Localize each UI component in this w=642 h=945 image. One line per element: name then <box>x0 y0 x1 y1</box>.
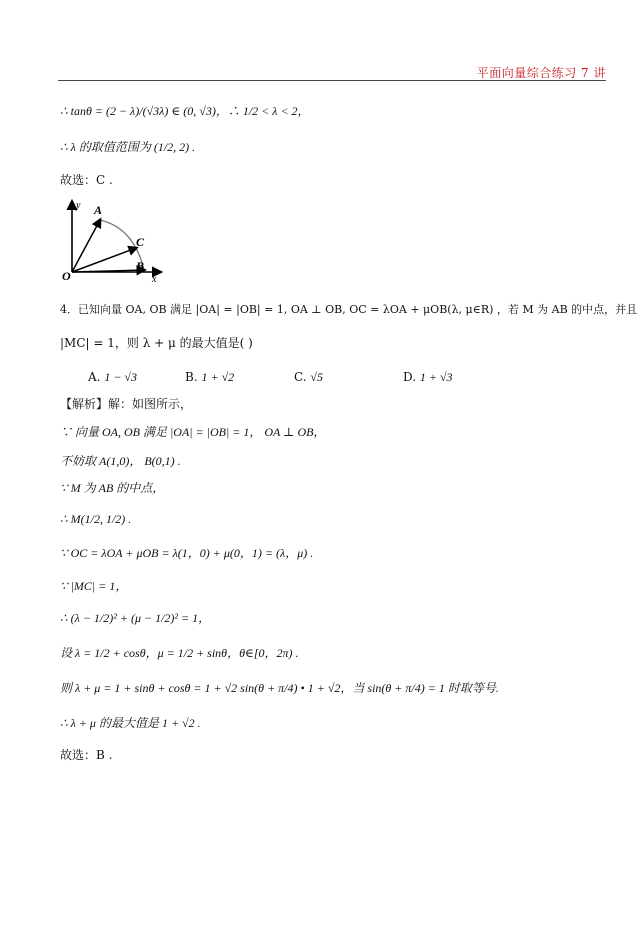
question-stem-line2: |MC| = 1，则 λ + μ 的最大值是( ) <box>60 336 253 350</box>
analysis-line: ∴ M(1/2, 1/2) . <box>60 512 132 526</box>
analysis-answer-line: 故选：B . <box>60 748 113 762</box>
vector-oc <box>72 248 136 272</box>
analysis-line: 设 λ = 1/2 + cosθ，μ = 1/2 + sinθ，θ∈[0，2π) . <box>60 646 299 660</box>
choice-d-value: 1 + √3 <box>419 370 453 384</box>
label-b: B <box>136 259 145 273</box>
choice-a-label: A. <box>88 370 101 384</box>
analysis-line: ∵ OC = λOA + μOB = λ(1，0) + μ(0，1) = (λ，μ) . <box>60 546 314 560</box>
choice-b <box>185 370 234 385</box>
page-header-title: 平面向量综合练习 7 讲 <box>476 66 606 80</box>
analysis-line: 不妨取 A(1,0)， B(0,1) . <box>60 454 181 468</box>
label-a: A <box>94 203 103 217</box>
choice-c-value: √5 <box>310 370 323 384</box>
solution-answer-line: 故选：C . <box>60 173 113 187</box>
vector-figure <box>60 198 170 284</box>
solution-tan-line: ∴ tanθ = (2 − λ)/(√3λ) ∈ (0, √3)，∴ 1/2 < λ < 2， <box>60 104 310 118</box>
vector-oa <box>72 220 100 272</box>
analysis-line: ∵ 向量 OA, OB 满足 |OA| = |OB| = 1， OA ⊥ OB， <box>60 425 326 439</box>
choice-c-label: C. <box>294 370 307 384</box>
choice-a <box>88 370 137 385</box>
choice-b-value: 1 + √2 <box>201 370 235 384</box>
solution-range-line: ∴ λ 的取值范围为 (1/2, 2) . <box>60 140 196 154</box>
question-stem-line1: 4．已知向量 OA, OB 满足 |OA| = |OB| = 1, OA ⊥ OB, OC = λOA + μOB(λ, μ∈R) ，若 M 为 AB 的中点，并且 <box>60 303 638 316</box>
choice-a-value: 1 − √3 <box>104 370 137 384</box>
analysis-line: ∴ λ + μ 的最大值是 1 + √2 . <box>60 716 201 730</box>
choice-d-label: D. <box>403 370 417 384</box>
header-divider <box>58 80 606 81</box>
label-o: O <box>62 269 71 283</box>
analysis-line: 则 λ + μ = 1 + sinθ + cosθ = 1 + √2 sin(θ + π/4) • 1 + √2，当 sin(θ + π/4) = 1 时取等号. <box>60 681 499 695</box>
choice-b-label: B. <box>185 370 198 384</box>
analysis-line: ∴ (λ − 1/2)² + (μ − 1/2)² = 1， <box>60 611 211 625</box>
analysis-line: ∵ |MC| = 1， <box>60 579 128 593</box>
answer-choices <box>88 370 588 388</box>
choice-d <box>403 370 453 385</box>
choice-c <box>294 370 323 385</box>
label-y: y <box>76 200 81 211</box>
label-c: C <box>136 235 145 249</box>
label-x: x <box>152 274 157 284</box>
analysis-line: ∵ M 为 AB 的中点， <box>60 481 165 495</box>
analysis-heading: 【解析】解：如图所示， <box>60 397 193 411</box>
